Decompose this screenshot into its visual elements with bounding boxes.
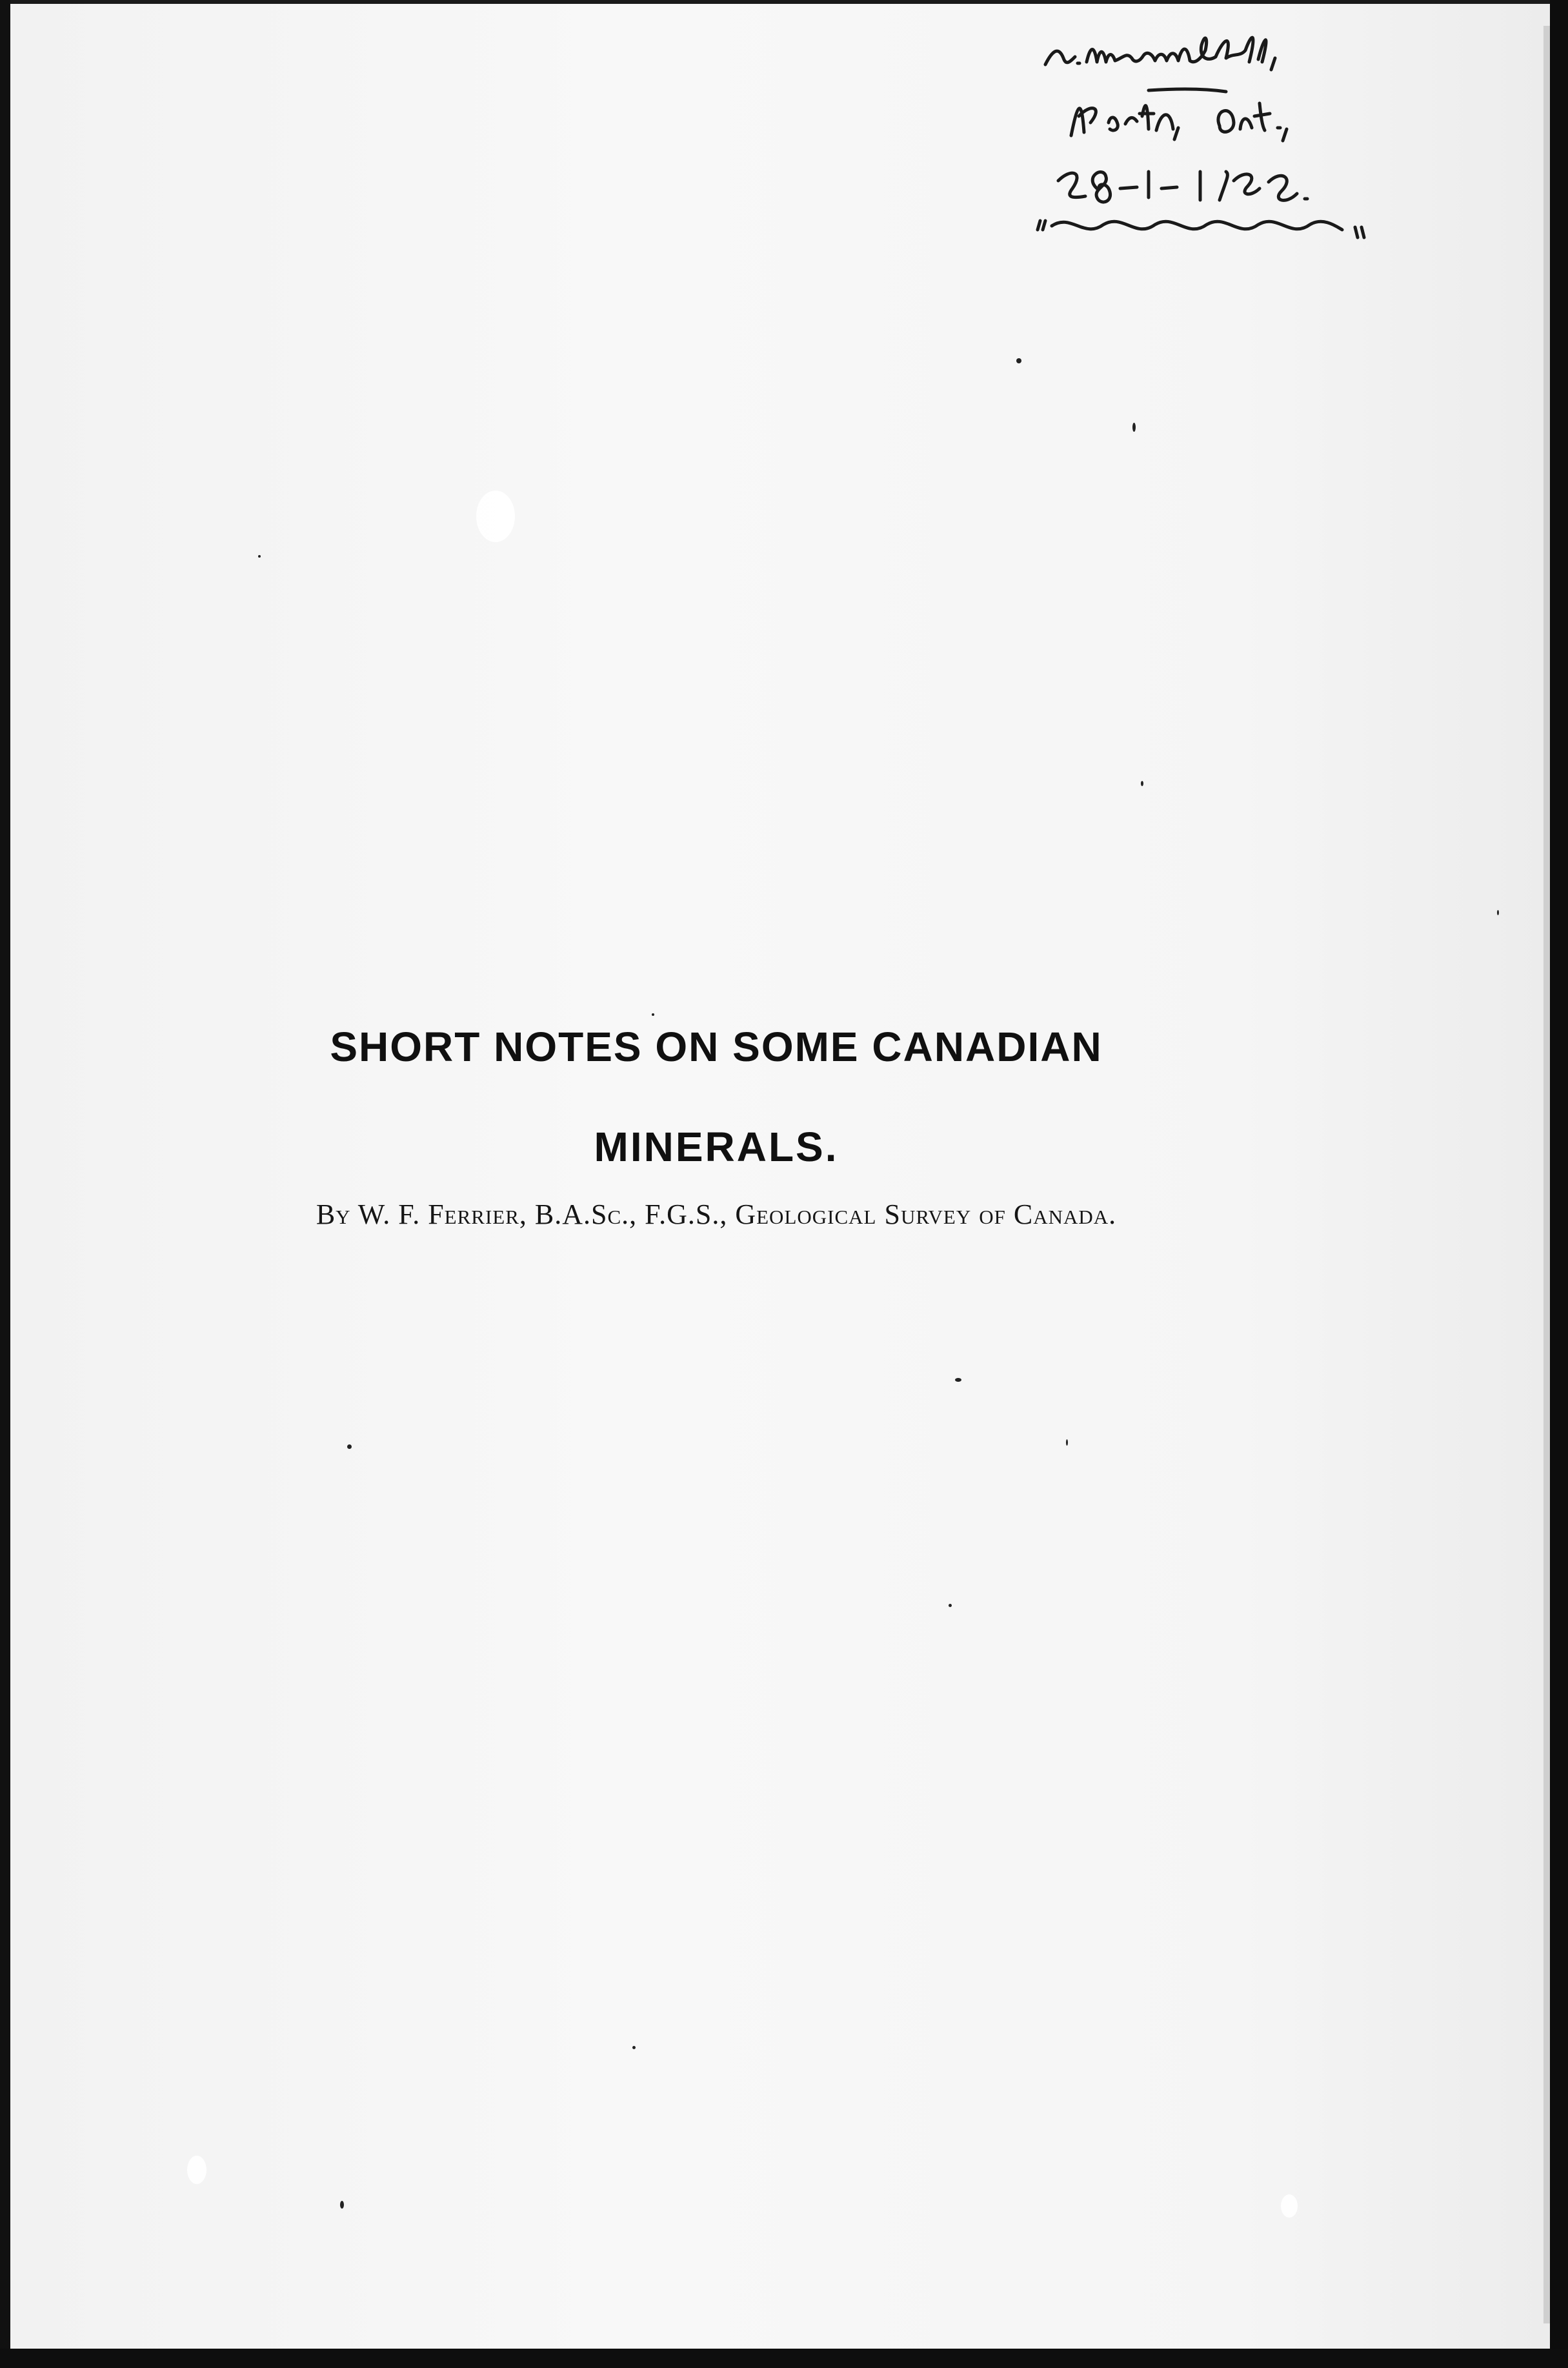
dust-speck <box>652 1013 654 1016</box>
dust-speck <box>955 1378 961 1382</box>
dust-speck <box>949 1604 952 1607</box>
dust-speck <box>258 555 261 558</box>
document-title-line2: MINERALS. <box>594 1124 839 1170</box>
dust-speck <box>347 1444 352 1449</box>
dust-speck <box>1016 358 1021 363</box>
scan-border-top <box>0 0 1568 4</box>
scan-border-right <box>1550 0 1568 2368</box>
author-byline: By W. F. Ferrier, B.A.Sc., F.G.S., Geological Survey of Canada. <box>316 1199 1117 1230</box>
dust-speck <box>1132 423 1136 432</box>
paper-blemish <box>187 2156 206 2184</box>
paper-blemish <box>1281 2194 1298 2218</box>
handwritten-signature <box>1032 19 1510 265</box>
dust-speck <box>1141 781 1143 786</box>
paper-blemish <box>476 491 515 542</box>
scan-border-left <box>0 0 10 2368</box>
paper-background <box>10 4 1550 2349</box>
page-edge-shadow <box>1543 26 1550 2323</box>
dust-speck <box>632 2046 636 2049</box>
dust-speck <box>1066 1439 1068 1446</box>
dust-speck <box>340 2201 344 2209</box>
dust-speck <box>1497 910 1499 915</box>
document-title: SHORT NOTES ON SOME CANADIAN <box>330 1024 1103 1070</box>
scan-border-bottom <box>0 2349 1568 2368</box>
